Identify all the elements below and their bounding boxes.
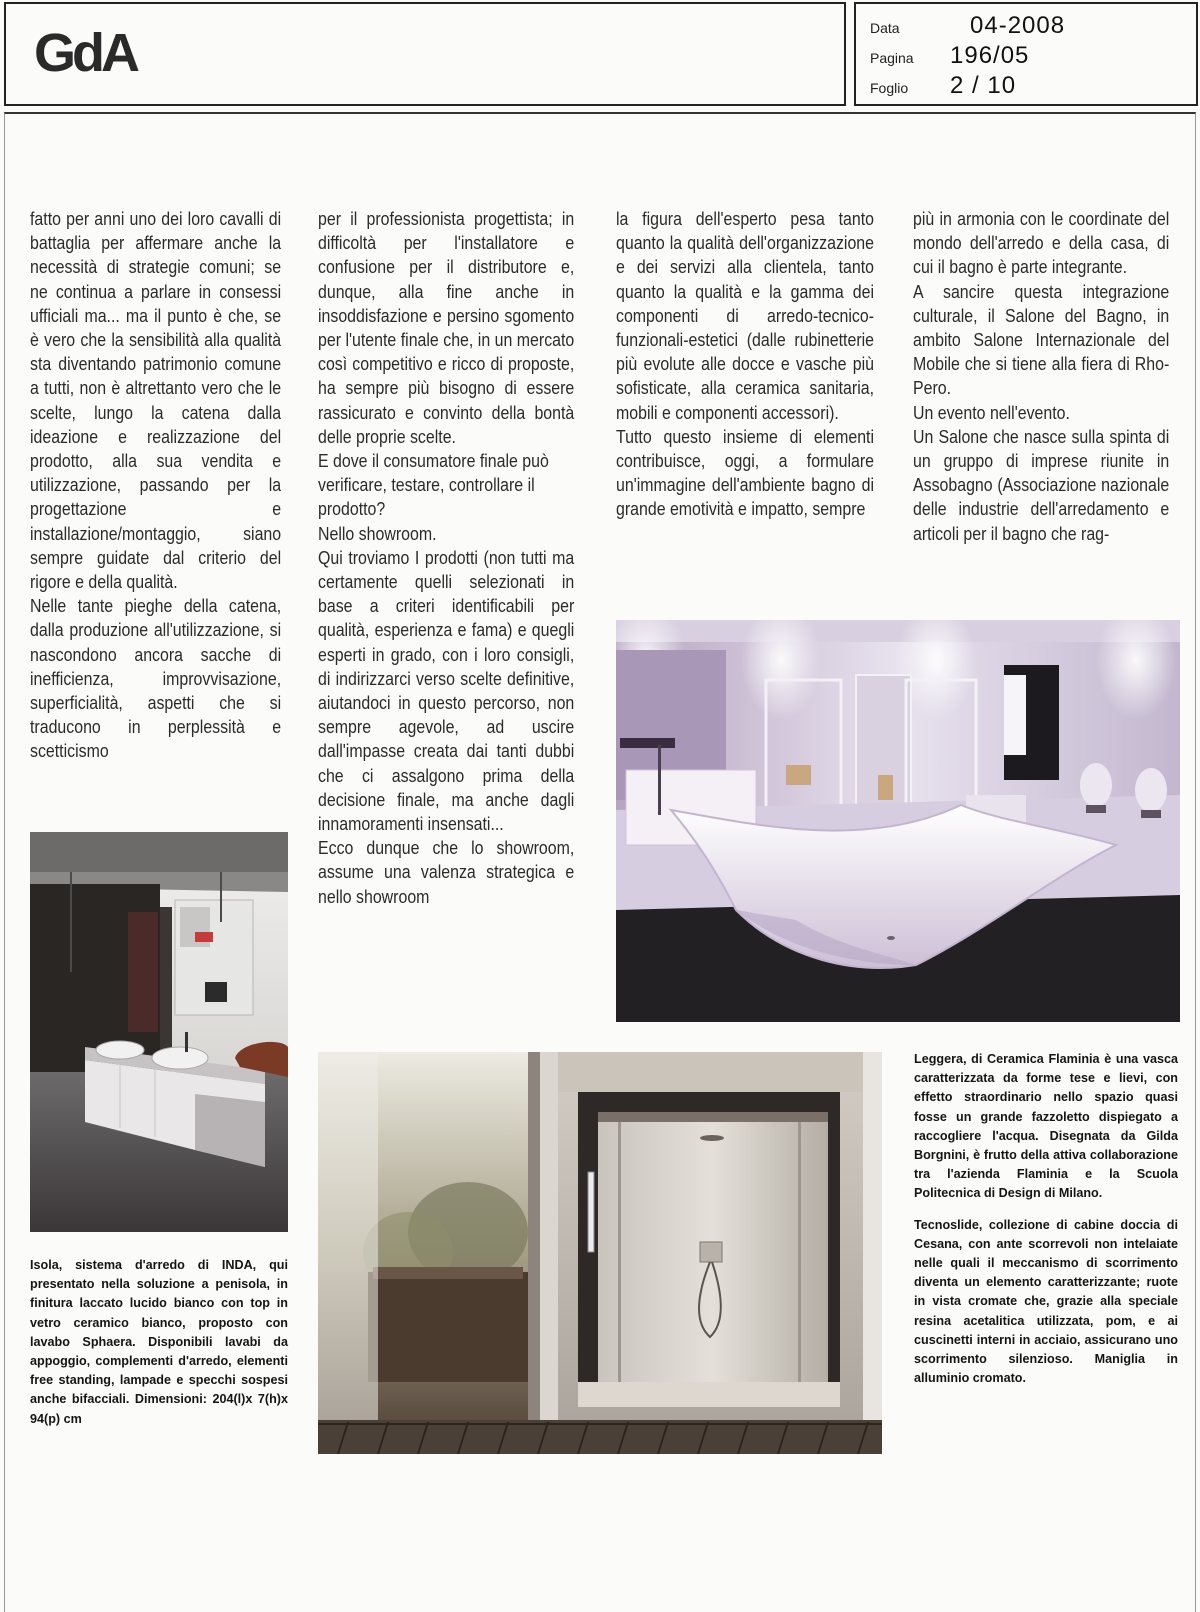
paragraph: Un Salone che nasce sulla spinta di un gruppo di imprese riunite in Assobagno (Associazione nazionale delle industrie dell'arredamento e articoli per il bagno che rag- [913,425,1170,544]
meta-label: Foglio [870,80,909,96]
meta-value: 2 / 10 [950,72,1017,99]
paragraph: Un evento nell'evento. [913,401,1070,423]
tecnoslide-illustration [318,1052,882,1454]
paragraph: più in armonia con le coordinate del mondo dell'arredo e della casa, di cui il bagno è parte integrante. [913,208,1170,278]
publication-logo: GdA [34,23,136,83]
paragraph: Nello showroom. [318,522,437,544]
meta-row-data [870,12,1065,40]
leggera-illustration [616,620,1180,1022]
meta-label: Pagina [870,50,914,66]
meta-row-foglio [870,72,1016,100]
caption-leggera-tecnoslide [914,1050,1178,1400]
caption-text: Isola, sistema d'arredo di INDA, qui presentato nella soluzione a penisola, in finitura laccato lucido bianco con top in vetro ceramico bianco, proposto con lavabo Sphaera. Disponibili lavabi da appoggio, complementi d'arredo, elementi free standing, lampade e specchi sospesi anche bifacciali. Dimensioni: 204(l)x 7(h)x 94(p) cm [30,1258,288,1426]
article-column-4 [913,207,1169,546]
paragraph: Qui troviamo I prodotti (non tutti ma certamente quelli selezionati in base a criteri identificabili per qualità, esperienza e fama) e quegli esperti in grado, con i loro consigli, di indirizzarci verso scelte definitive, aiutandoci in questo percorso, non sempre agevole, ad uscire dall'impasse creata dai tanti dubbi che ci assalgono prima della decisione finale, ma anche dagli innamoramenti insensati... [318,546,575,835]
paragraph: fatto per anni uno dei loro cavalli di battaglia per affermare anche la necessità di strategie comuni; se ne continua a parlare in consessi ufficiali ma... ma il punto è che, se è vero che la sensibilità alla qualità sta diventando patrimonio comune a tutti, non è altrettanto vero che le scelte, lungo la catena dalla ideazione e realizzazione del prodotto, alla sua vendita e utilizzazione, passando per la progettazione e installazione/montaggio, siano sempre guidate dal criterio del rigore e della qualità. [30,208,282,593]
caption-isola [30,1256,288,1441]
caption-text-leggera: Leggera, di Ceramica Flaminia è una vasca caratterizzata da forme tese e lievi, con effetto straordinario nello spazio quasi fosse un grande fazzoletto dispiegato a raccogliere l'acqua. Disegnata da Gilda Borgnini, è frutto della attiva collaborazione tra l'azienda Flaminia e la Scuola Politecnica di Design di Milano. [914,1052,1178,1201]
caption-text-tecnoslide: Tecnoslide, collezione di cabine doccia di Cesana, con ante scorrevoli non intelaiate nelle quali il meccanismo di scorrimento diventa un elemento caratterizzante; ruote in vista cromate che, grazie alla speciale resina acetalitica utilizzata, pom, e ai cuscinetti interni in acciaio, assicurano uno scorrimento silenzioso. Maniglia in alluminio cromato. [914,1217,1178,1386]
photo-leggera-flaminia [616,620,1180,1022]
paragraph: Ecco dunque che lo showroom, assume una valenza strategica e nello showroom [318,837,575,907]
article-column-1 [30,207,281,764]
article-column-3 [616,207,874,522]
header-meta-box [854,2,1198,106]
paragraph: Tutto questo insieme di elementi contribuisce, oggi, a formulare un'immagine dell'ambiente bagno di grande emotività e impatto, sempre [616,425,874,520]
photo-tecnoslide-cesana [318,1052,882,1454]
header-logo-box [4,2,846,106]
paragraph: E dove il consumatore finale può verificare, testare, controllare il prodotto? [318,450,549,520]
meta-row-pagina [870,42,1029,70]
meta-value: 04-2008 [970,12,1066,39]
paragraph: la figura dell'esperto pesa tanto quanto la qualità dell'organizzazione e dei servizi alla clientela, tanto quanto la qualità e la gamma dei componenti di arredo-tecnico-funzionali-estetici (dalle rubinetterie più evolute alle docce e vasche più sofisticate, alla ceramica sanitaria, mobili e componenti accessori). [616,208,874,423]
isola-illustration [30,832,288,1232]
meta-label: Data [870,20,900,36]
meta-value: 196/05 [950,42,1030,69]
photo-isola-inda [30,832,288,1232]
paragraph: A sancire questa integrazione culturale, il Salone del Bagno, in ambito Salone Internazionale del Mobile che si tiene alla fiera di Rho-Pero. [913,280,1170,399]
paragraph: Nelle tante pieghe della catena, dalla produzione all'utilizzazione, si nascondono ancora sacche di inefficienza, improvvisazione, superficialità, aspetti che si traducono in perplessità e scetticismo [30,595,282,762]
paragraph: per il professionista progettista; in difficoltà per l'installatore e confusione per il distributore e, dunque, alla fine anche in insoddisfazione e persino sgomento per l'utente finale che, in un mercato così competitivo e ricco di proposte, ha sempre più bisogno di essere rassicurato e convinto della bontà delle proprie scelte. [318,208,575,447]
article-column-2 [318,207,574,909]
